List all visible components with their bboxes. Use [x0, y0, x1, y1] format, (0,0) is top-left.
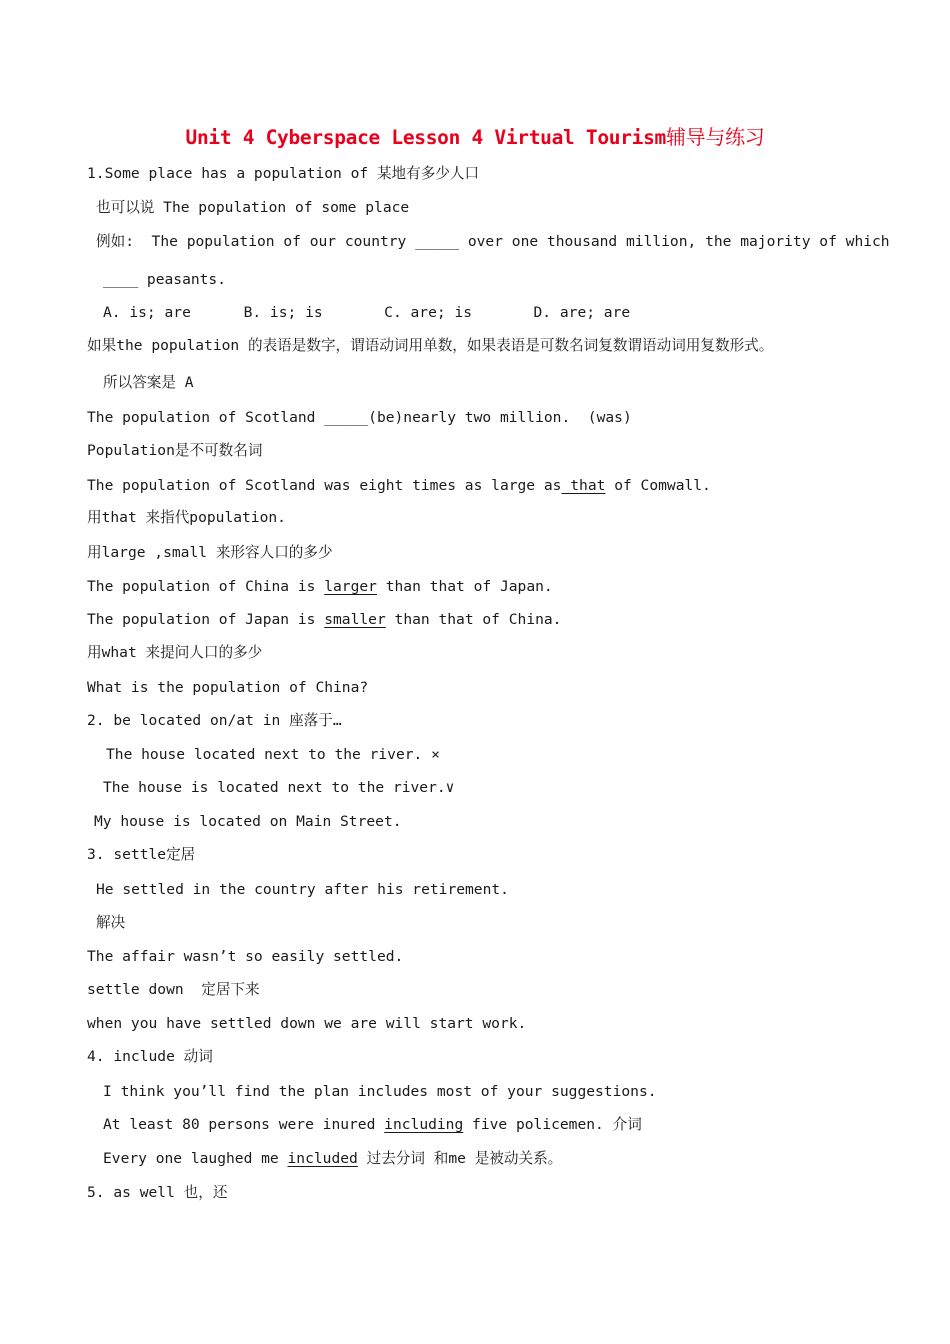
line-30-underlined: included [287, 1150, 358, 1167]
line-8: The population of Scotland _____(be)nearly two million. (was) [87, 409, 632, 426]
document-title [0, 121, 950, 150]
line-29 [103, 1115, 642, 1135]
line-29-text-a: At least 80 persons were inured [103, 1116, 385, 1133]
line-21: 3. settle定居 [87, 846, 196, 863]
line-16: What is the population of China? [87, 679, 369, 696]
line-13-text-b: than that of Japan. [376, 578, 553, 595]
line-19: The house is located next to the river.∨ [103, 779, 455, 796]
line-30-text-a: Every one laughed me [103, 1150, 288, 1167]
line-29-text-b: five policemen. 介词 [463, 1116, 642, 1133]
line-10-underlined: that [561, 477, 606, 494]
line-18: The house located next to the river. × [106, 746, 440, 763]
line-13 [87, 577, 553, 597]
title-english: Unit 4 Cyberspace Lesson 4 Virtual Tourism [185, 126, 666, 149]
line-24: The affair wasn’t so easily settled. [87, 948, 404, 965]
line-15: 用what 来提问人口的多少 [87, 644, 263, 661]
line-6: 如果the population 的表语是数字，谓语动词用单数，如果表语是可数名词复数谓语动词用复数形式。 [87, 337, 774, 354]
line-14-underlined: smaller [324, 611, 386, 628]
line-14-text-a: The population of Japan is [87, 611, 325, 628]
line-10 [87, 476, 711, 496]
line-22: He settled in the country after his retirement. [96, 881, 509, 898]
line-31: 5. as well 也，还 [87, 1184, 228, 1201]
line-1: 1.Some place has a population of 某地有多少人口 [87, 165, 480, 182]
line-28: I think you’ll find the plan includes most of your suggestions. [103, 1083, 657, 1100]
line-17: 2. be located on/at in 座落于… [87, 712, 342, 729]
line-9: Population是不可数名词 [87, 442, 263, 459]
line-7: 所以答案是 A [103, 374, 194, 391]
line-10-text-b: of Comwall. [605, 477, 711, 494]
line-14 [87, 610, 561, 630]
line-13-underlined: larger [324, 578, 377, 595]
line-11: 用that 来指代population. [87, 509, 286, 526]
line-30-text-b: 过去分词 和me 是被动关系。 [357, 1150, 563, 1167]
line-20: My house is located on Main Street. [94, 813, 402, 830]
line-10-text-a: The population of Scotland was eight times as large as [87, 477, 562, 494]
answer-options: A. is; are B. is; is C. are; is D. are; are [103, 304, 631, 321]
line-12: 用large ,small 来形容人口的多少 [87, 544, 333, 561]
line-13-text-a: The population of China is [87, 578, 325, 595]
line-27: 4. include 动词 [87, 1048, 213, 1065]
line-30 [103, 1149, 562, 1169]
line-2: 也可以说 The population of some place [96, 199, 410, 216]
line-23: 解决 [96, 914, 126, 931]
line-4: ____ peasants. [103, 271, 227, 288]
line-29-underlined: including [384, 1116, 464, 1133]
line-14-text-b: than that of China. [385, 611, 562, 628]
line-25: settle down 定居下来 [87, 981, 260, 998]
line-3: 例如: The population of our country _____ over one thousand million, the majority of which [96, 233, 890, 250]
title-chinese: 辅导与练习 [665, 125, 765, 149]
line-26: when you have settled down we are will start work. [87, 1015, 527, 1032]
